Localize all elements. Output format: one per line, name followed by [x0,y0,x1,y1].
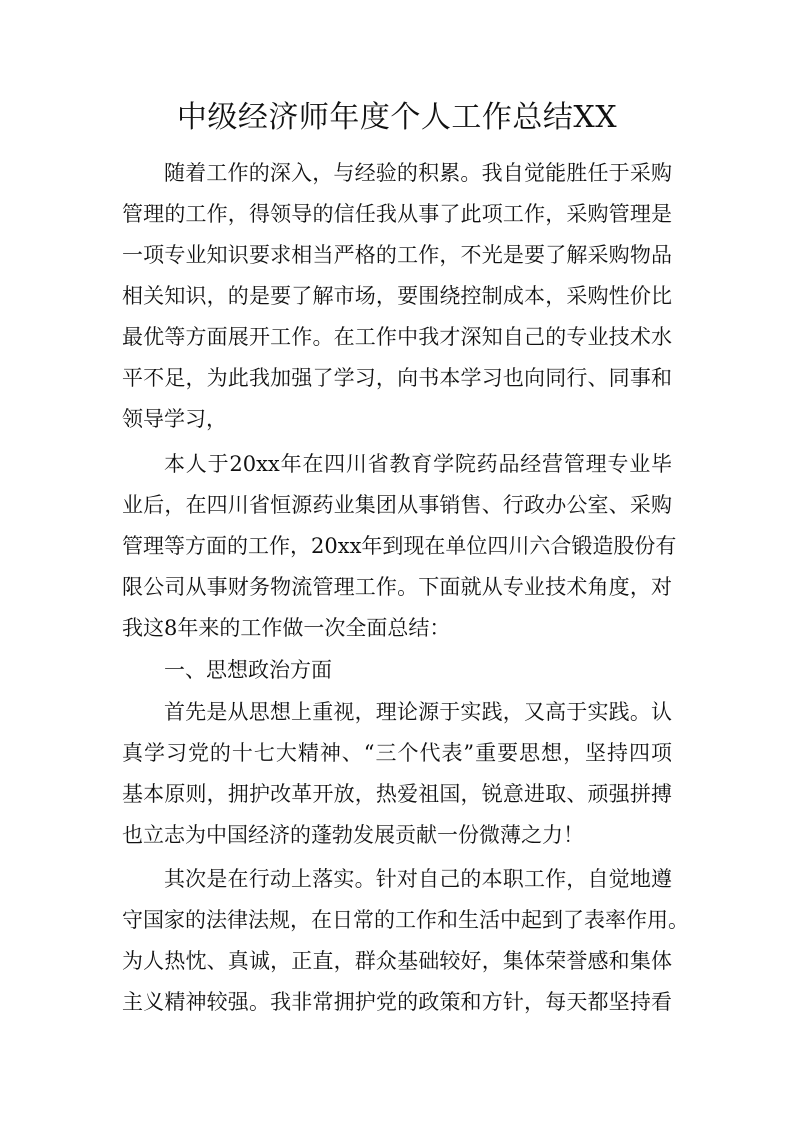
body-line: 首先是从思想上重视，理论源于实践，又高于实践。认 [164,700,672,724]
body-line: 一项专业知识要求相当严格的工作，不光是要了解采购物品 [122,243,672,267]
body-line: 最优等方面展开工作。在工作中我才深知自己的专业技术水 [122,325,672,349]
body-line: 我这8年来的工作做一次全面总结： [122,616,451,640]
body-line: 为人热忱、真诚，正直，群众基础较好，集体荣誉感和集体 [122,949,672,973]
body-line: 管理等方面的工作，20xx年到现在单位四川六合锻造股份有 [122,534,677,558]
body-line: 业后，在四川省恒源药业集团从事销售、行政办公室、采购 [122,493,672,517]
body-line: 相关知识，的是要了解市场，要围绕控制成本，采购性价比 [122,284,672,308]
body-line: 守国家的法律法规，在日常的工作和生活中起到了表率作用。 [122,908,689,932]
document-title: 中级经济师年度个人工作总结XX [176,100,618,135]
body-line: 基本原则，拥护改革开放，热爱祖国，锐意进取、顽强拼搏 [122,782,672,806]
body-line: 也立志为中国经济的蓬勃发展贡献一份微薄之力！ [122,823,584,847]
section-heading: 一、思想政治方面 [164,658,332,682]
body-line: 随着工作的深入，与经验的积累。我自觉能胜任于采购 [164,161,672,185]
body-line: 领导学习， [122,407,227,431]
body-line: 限公司从事财务物流管理工作。下面就从专业技术角度，对 [122,575,672,599]
body-line: 本人于20xx年在四川省教育学院药品经营管理专业毕 [164,452,672,476]
body-line: 管理的工作，得领导的信任我从事了此项工作，采购管理是 [122,202,672,226]
body-line: 主义精神较强。我非常拥护党的政策和方针，每天都坚持看 [122,990,672,1014]
body-line: 平不足，为此我加强了学习，向书本学习也向同行、同事和 [122,366,672,390]
body-line: 其次是在行动上落实。针对自己的本职工作，自觉地遵 [164,867,672,891]
body-line: 真学习党的十七大精神、“三个代表”重要思想，坚持四项 [122,741,672,765]
